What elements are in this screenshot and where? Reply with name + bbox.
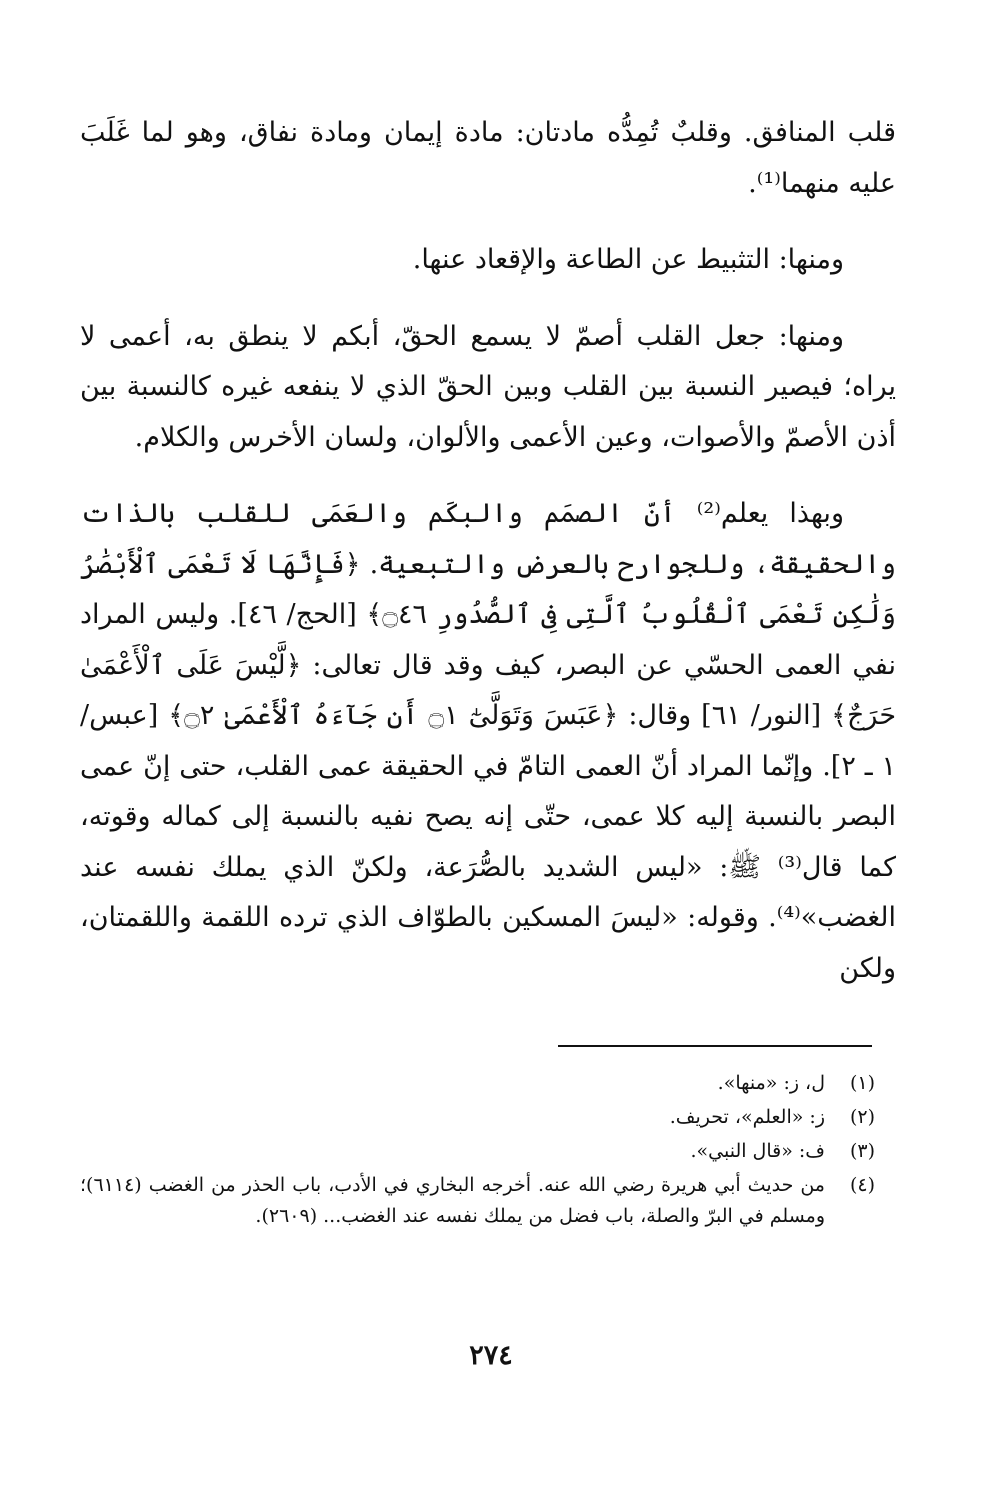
paragraph-1: قلب المنافق. وقلبٌ تُمِدُّه مادتان: مادة إيمان ومادة نفاق، وهو لما غَلَبَ عليه منهما⁽¹⁾. [80,117,896,199]
footnote-4 [80,1170,875,1232]
page-number: ٢٧٤ [469,1340,513,1371]
paragraph-4: وبهذا يعلم⁽²⁾ أنّ الصمَم والبكَم والعَمَى للقلب بالذات والحقيقة، وللجوارح بالعرض والتبعية. ﴿فَإِنَّهَا لَا تَعْمَى ٱلْأَبْصَٰرُ وَلَٰكِن تَعْمَى ٱلْقُلُوبُ ٱلَّتِى فِى ٱلصُّدُورِ ۝٤٦﴾ [الحج/ ٤٦]. وليس المراد نفي العمى الحسّي عن البصر، كيف وقد قال تعالى: ﴿لَّيْسَ عَلَى ٱلْأَعْمَىٰ حَرَجٌ﴾ [النور/ ٦١] وقال: ﴿عَبَسَ وَتَوَلَّىٰٓ ۝١ أَن جَآءَهُ ٱلْأَعْمَىٰ ۝٢﴾ [عبس/ ١ ـ ٢]. وإنّما المراد أنّ العمى التامّ في الحقيقة عمى القلب، حتى إنّ عمى البصر بالنسبة إليه كلا عمى، حتّى إنه يصح نفيه بالنسبة إلى كماله وقوته، كما قال⁽³⁾ ﷺ: «ليس الشديد بالصُّرَعة، ولكنّ الذي يملك نفسه عند الغضب»⁽⁴⁾. وقوله: «ليسَ المسكين بالطوّاف الذي ترده اللقمة واللقمتان، ولكن [80,498,897,984]
paragraph-3: ومنها: جعل القلب أصمّ لا يسمع الحقّ، أبكم لا ينطق به، أعمى لا يراه؛ فيصير النسبة بين القلب وبين الحقّ الذي لا ينفعه غيره كالنسبة بين أذن الأصمّ والأصوات، وعين الأعمى والألوان، ولسان الأخرس والكلام. [80,320,896,453]
footnote-number: (٢) [849,1106,875,1128]
main-text [80,108,896,1020]
footnote-text: ز: «العلم»، تحريف. [669,1106,825,1128]
footnote-number: (١) [849,1072,875,1094]
footnote-number: (٣) [849,1140,875,1162]
footnote-separator [558,1045,872,1047]
footnote-text: من حديث أبي هريرة رضي الله عنه. أخرجه البخاري في الأدب، باب الحذر من الغضب (٦١١٤)؛ ومسلم في البرّ والصلة، باب فضل من يملك نفسه عند الغضب... (٢٦٠٩). [80,1174,825,1227]
footnotes [80,1068,875,1235]
footnote-2 [80,1102,875,1133]
paragraph-2: ومنها: التثبيط عن الطاعة والإقعاد عنها. [412,244,844,275]
footnote-1 [80,1068,875,1099]
footnote-number: (٤) [849,1174,875,1196]
footnote-text: ل، ز: «منها». [717,1072,825,1094]
footnote-text: ف: «قال النبي». [690,1140,825,1162]
footnote-3 [80,1136,875,1167]
